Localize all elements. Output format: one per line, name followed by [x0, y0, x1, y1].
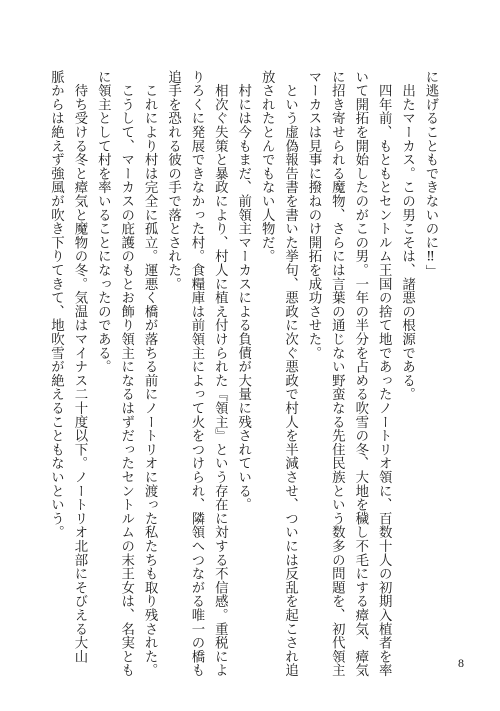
page-number: 8: [458, 656, 464, 670]
text-line: に逃げることもできないのに‼」: [423, 70, 438, 279]
text-line: 相次ぐ失策と暴政により、村人に植え付けられた『領主』という存在に対する不信感。重税によ: [212, 70, 228, 678]
text-line: 村には今もまだ、前領主マーカスによる負債が大量に残されている。: [235, 70, 251, 512]
text-line: に招き寄せられる魔物、さらには言葉の通じない野蛮なる先住民族という数多の問題を、初代領主: [329, 70, 345, 678]
text-line: こうして、マーカスの庇護のもとお飾り領主になるはずだったセントルムの末王女は、名実とも: [118, 70, 134, 678]
text-line: 出たマーカス。この男こそは、諸悪の根源である。: [399, 70, 415, 402]
text-line: 放されたとんでもない人物だ。: [259, 70, 275, 264]
text-line: 脈からは絶えず強風が吹き下りてきて、地吹雪が絶えることもないという。: [48, 70, 64, 540]
text-line: いて開拓を開始したのがこの男。一年の半分を占める吹雪の冬、大地を穢し不毛にする瘴気、瘴気: [352, 70, 368, 678]
text-line: 待ち受ける冬と瘴気と魔物の冬。気温はマイナス二十度以下。ノートリオ北部にそびえる大山: [71, 70, 87, 664]
text-line: 追手を恐れる彼の手で落とされた。: [165, 70, 181, 291]
text-line: これにより村は完全に孤立。運悪く橋が落ちる前にノートリオに渡った私たちも取り残された。: [142, 70, 158, 678]
vertical-text-block: [48, 70, 442, 678]
text-line: という虚偽報告書を書いた挙句、悪政に次ぐ悪政で村人を半減させ、ついには反乱を起こされ追: [282, 70, 298, 678]
text-line: りろくに発展できなかった村。食糧庫は前領主によって火をつけられ、隣領へつながる唯一の橋も: [188, 70, 204, 678]
text-line: マーカスは見事に撥ねのけ開拓を成功させた。: [305, 70, 321, 360]
text-line: 四年前、もともとセントルム王国の捨て地であったノートリオ領に、百数十人の初期入植者を率: [376, 70, 392, 678]
text-line: に領主として村を率いることになったのである。: [95, 70, 111, 374]
